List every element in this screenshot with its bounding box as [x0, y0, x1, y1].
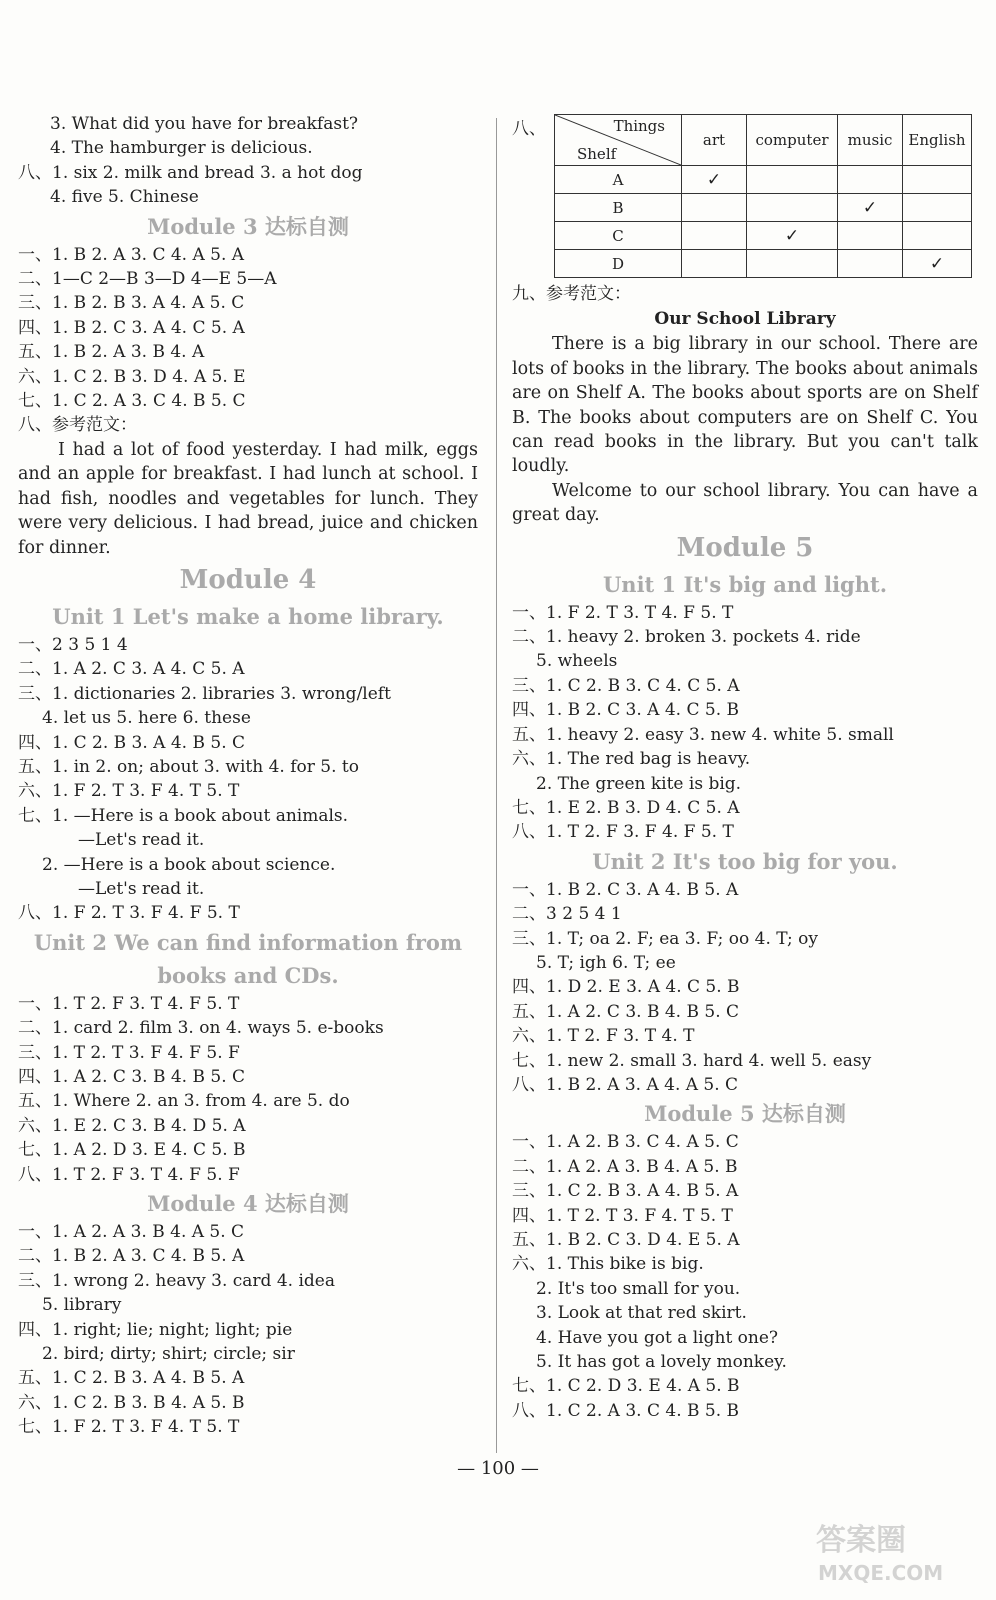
answer-line: 五、1. in 2. on; about 3. with 4. for 5. to — [18, 756, 359, 777]
answer-line: 二、1. heavy 2. broken 3. pockets 4. ride — [512, 627, 861, 648]
table-cell — [838, 250, 903, 278]
answer-line: 一、1. F 2. T 3. T 4. F 5. T — [512, 602, 734, 623]
svg-text:MXQE.COM: MXQE.COM — [818, 1561, 944, 1585]
table-corner-cell — [555, 115, 682, 166]
check-mark-icon: ✓ — [929, 253, 945, 274]
corner-things-label: Things — [613, 117, 665, 135]
watermark-logo — [796, 1510, 986, 1590]
answer-line: 四、1. B 2. C 3. A 4. C 5. A — [18, 317, 245, 338]
answer-line: 5. It has got a lovely monkey. — [536, 1352, 787, 1373]
answer-line: 二、1. A 2. C 3. A 4. C 5. A — [18, 659, 245, 680]
answer-line: 二、1. B 2. A 3. C 4. B 5. A — [18, 1246, 245, 1267]
shelf-label-cell: D — [555, 250, 682, 278]
answer-line: 三、1. B 2. B 3. A 4. A 5. C — [18, 293, 245, 314]
answer-line: 四、1. A 2. C 3. B 4. B 5. C — [18, 1067, 246, 1087]
check-mark-icon: ✓ — [706, 169, 722, 190]
answer-line: 七、1. C 2. D 3. E 4. A 5. B — [512, 1376, 740, 1397]
answer-line: 二、3 2 5 4 1 — [512, 904, 622, 925]
answer-line: 一、1. B 2. A 3. C 4. A 5. A — [18, 244, 245, 265]
answer-line: 三、1. C 2. B 3. C 4. C 5. A — [512, 675, 740, 696]
module-heading: Module 4 — [179, 564, 317, 595]
table-cell — [747, 250, 838, 278]
shelf-label-cell: C — [555, 222, 682, 250]
answer-line: —Let's read it. — [78, 878, 205, 899]
answer-line: 五、1. Where 2. an 3. from 4. are 5. do — [18, 1091, 350, 1112]
section-heading: Unit 2 We can find information from — [33, 929, 463, 955]
check-mark-icon: ✓ — [862, 197, 878, 218]
answer-line: 七、1. A 2. D 3. E 4. C 5. B — [18, 1140, 246, 1161]
answer-line: 四、1. D 2. E 3. A 4. C 5. B — [512, 977, 740, 998]
table-row — [555, 166, 972, 194]
answer-line: 六、1. E 2. C 3. B 4. D 5. A — [18, 1115, 246, 1136]
answer-line: 七、1. —Here is a book about animals. — [18, 805, 349, 826]
answer-line: 六、1. The red bag is heavy. — [512, 749, 751, 770]
table-row — [555, 222, 972, 250]
left-column — [18, 112, 478, 1440]
answer-line: 六、1. F 2. T 3. F 4. T 5. T — [18, 781, 240, 802]
table-cell — [838, 194, 903, 222]
sample-essay-paragraph — [512, 332, 978, 478]
section-heading: Module 3 达标自测 — [147, 213, 349, 239]
section-heading: books and CDs. — [157, 962, 339, 988]
right-column — [512, 112, 978, 1423]
svg-text:答案圈: 答案圈 — [816, 1523, 906, 1558]
right-content — [512, 282, 978, 1423]
table-cell — [838, 222, 903, 250]
answer-line: 二、1—C 2—B 3—D 4—E 5—A — [18, 269, 277, 290]
table-cell — [747, 222, 838, 250]
answer-line: 八、1. F 2. T 3. F 4. F 5. T — [18, 903, 240, 924]
answer-line: 4. The hamburger is delicious. — [50, 138, 313, 159]
table-cell — [903, 166, 972, 194]
answer-line: 五、1. B 2. A 3. B 4. A — [18, 342, 205, 363]
answer-line: 五、1. A 2. C 3. B 4. B 5. C — [512, 1001, 740, 1022]
answer-line: 三、1. C 2. B 3. A 4. B 5. A — [512, 1181, 739, 1202]
answer-line: 二、1. card 2. film 3. on 4. ways 5. e-books — [18, 1018, 384, 1039]
answer-line: 一、1. T 2. F 3. T 4. F 5. T — [18, 993, 240, 1014]
paragraph-text: Welcome to our school library. You can have a great day. — [512, 480, 978, 526]
answer-line: 七、1. E 2. B 3. D 4. C 5. A — [512, 797, 740, 818]
answer-line: 一、1. B 2. C 3. A 4. B 5. A — [512, 879, 739, 900]
table-cell — [682, 166, 747, 194]
module-heading: Module 5 — [676, 532, 814, 563]
col-header-english: English — [903, 115, 972, 166]
table-cell — [903, 194, 972, 222]
answer-line: 5. T; igh 6. T; ee — [536, 952, 676, 973]
table-cell — [903, 222, 972, 250]
answer-line: 八、1. C 2. A 3. C 4. B 5. B — [512, 1400, 740, 1421]
answer-line: 三、1. T 2. T 3. F 4. F 5. F — [18, 1042, 240, 1063]
page-number: — 100 — — [457, 1458, 539, 1479]
shelf-label-cell: B — [555, 194, 682, 222]
shelf-table — [554, 114, 972, 278]
answer-line: 三、1. wrong 2. heavy 3. card 4. idea — [18, 1270, 335, 1291]
table-row — [555, 250, 972, 278]
section-heading: Module 4 达标自测 — [147, 1191, 349, 1217]
sample-essay-paragraph — [18, 438, 478, 560]
table-cell — [682, 222, 747, 250]
col-header-music: music — [838, 115, 903, 166]
answer-line: 七、1. F 2. T 3. F 4. T 5. T — [18, 1417, 240, 1438]
answer-line: 四、1. T 2. T 3. F 4. T 5. T — [512, 1205, 733, 1226]
check-mark-icon: ✓ — [784, 225, 800, 246]
table-cell — [682, 250, 747, 278]
answer-line: 三、1. dictionaries 2. libraries 3. wrong/left — [18, 683, 391, 704]
answer-line: 二、1. A 2. A 3. B 4. A 5. B — [512, 1156, 738, 1177]
shelf-table-section — [512, 114, 978, 282]
answer-line: 八、1. six 2. milk and bread 3. a hot dog — [18, 162, 363, 183]
table-cell — [903, 250, 972, 278]
answer-line: 八、1. B 2. A 3. A 4. A 5. C — [512, 1074, 739, 1095]
answer-line: 八、1. T 2. F 3. T 4. F 5. F — [18, 1164, 240, 1185]
section-heading: Unit 1 It's big and light. — [602, 571, 888, 597]
answer-line: 五、1. C 2. B 3. A 4. B 5. A — [18, 1368, 245, 1389]
answer-line: 一、1. A 2. A 3. B 4. A 5. C — [18, 1222, 245, 1243]
table-header-row — [555, 115, 972, 166]
col-header-art: art — [682, 115, 747, 166]
section-heading: Unit 1 Let's make a home library. — [52, 603, 444, 629]
answer-line: 六、1. C 2. B 3. B 4. A 5. B — [18, 1392, 245, 1413]
answer-line: 四、1. right; lie; night; light; pie — [18, 1319, 293, 1340]
answer-line: 六、1. T 2. F 3. T 4. T — [512, 1026, 695, 1047]
answer-line: 五、1. B 2. C 3. D 4. E 5. A — [512, 1230, 740, 1250]
answer-line: 四、1. C 2. B 3. A 4. B 5. C — [18, 732, 246, 753]
table-cell — [838, 166, 903, 194]
table-row — [555, 194, 972, 222]
shelf-label-cell: A — [555, 166, 682, 194]
answer-line: 六、1. This bike is big. — [512, 1254, 704, 1275]
paragraph-text: There is a big library in our school. There are lots of books in the library. The books about animals are on Shelf A. The books about sports are on Shelf B. The books about computers are on Shelf C. You can read books in the library. But you can't talk loudly. — [512, 334, 978, 477]
section-heading: Unit 2 It's too big for you. — [592, 848, 898, 874]
answer-line: 2. —Here is a book about science. — [42, 854, 336, 875]
answer-line: 5. wheels — [536, 651, 618, 672]
answer-line: —Let's read it. — [78, 830, 205, 851]
answer-line: 一、1. A 2. B 3. C 4. A 5. C — [512, 1132, 739, 1153]
answer-line: 4. five 5. Chinese — [50, 187, 199, 208]
answer-line: 八、1. T 2. F 3. F 4. F 5. T — [512, 822, 734, 843]
answer-line: 五、1. heavy 2. easy 3. new 4. white 5. small — [512, 724, 894, 745]
answer-line: 六、1. C 2. B 3. D 4. A 5. E — [18, 366, 246, 387]
answer-line: 2. The green kite is big. — [536, 773, 742, 794]
answer-line: 5. library — [42, 1295, 122, 1316]
answer-line: 七、1. C 2. A 3. C 4. B 5. C — [18, 391, 246, 412]
table-section-label: 八、 — [512, 119, 546, 139]
answer-line: 四、1. B 2. C 3. A 4. C 5. B — [512, 700, 740, 721]
table-cell — [682, 194, 747, 222]
answer-line: 七、1. new 2. small 3. hard 4. well 5. easy — [512, 1050, 872, 1071]
answer-line: 九、参考范文： — [512, 284, 631, 304]
sample-essay-paragraph — [512, 479, 978, 528]
column-divider — [496, 118, 497, 1453]
answer-line: 三、1. T; oa 2. F; ea 3. F; oo 4. T; oy — [512, 928, 818, 949]
table-cell — [747, 194, 838, 222]
col-header-computer: computer — [747, 115, 838, 166]
answer-line: 八、参考范文： — [18, 415, 137, 436]
answer-line: 3. What did you have for breakfast? — [50, 114, 359, 134]
section-heading: Module 5 达标自测 — [644, 1101, 846, 1127]
answer-line: 4. Have you got a light one? — [536, 1327, 779, 1348]
answer-line: 2. bird; dirty; shirt; circle; sir — [42, 1344, 295, 1365]
essay-title: Our School Library — [654, 309, 836, 330]
table-cell — [747, 166, 838, 194]
answer-line: 3. Look at that red skirt. — [536, 1303, 747, 1324]
answer-line: 2. It's too small for you. — [536, 1278, 741, 1299]
corner-shelf-label: Shelf — [577, 145, 617, 163]
paragraph-text: I had a lot of food yesterday. I had milk, eggs and an apple for breakfast. I had lunch at school. I had fish, noodles and vegetables for lunch. They were very delicious. I had bread, juice and chicken for dinner. — [18, 439, 478, 558]
answer-line: 一、2 3 5 1 4 — [18, 634, 128, 655]
answer-line: 4. let us 5. here 6. these — [42, 708, 251, 729]
